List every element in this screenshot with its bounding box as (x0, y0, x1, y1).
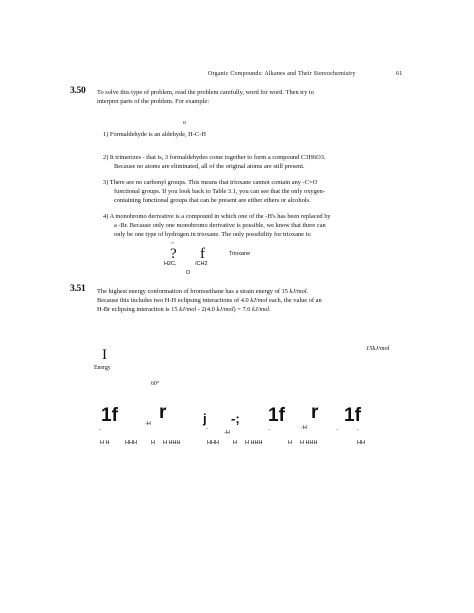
conformer-glyph-4: -; (231, 411, 240, 426)
item-3-line-3: containing functional groups that can be present are either ethers or alcohols. (114, 197, 311, 204)
conformer-glyph-2: r (159, 402, 167, 423)
small-mark: -H (145, 421, 151, 427)
bottom-label: HH (357, 440, 365, 446)
bottom-label: H H (100, 440, 110, 446)
energy-axis-label: Energy (94, 365, 111, 371)
conformer-glyph-7: 1f (344, 405, 361, 426)
energy-value-label: 15kJ/mol (366, 345, 390, 352)
structure-name: Trioxane (229, 251, 251, 257)
conformer-glyph-3: j (203, 411, 207, 426)
running-title: Organic Compounds: Alkanes and Their Stereochemistry (208, 71, 356, 77)
bottom-label: H (288, 440, 292, 446)
structure-glyph-left: ? (170, 246, 177, 262)
small-mark: - (357, 427, 359, 433)
bottom-label: H (151, 440, 155, 446)
bottom-label: HHH (207, 440, 219, 446)
solution-line-2: Because this includes two H-H eclipsing interactions of 4.0 kJ/mol each, the value of an (97, 297, 322, 304)
small-mark: -H (224, 430, 230, 436)
small-mark: - (206, 426, 208, 432)
item-2-line-2: Because no atoms are eliminated, all of the original atoms are still present. (114, 163, 305, 170)
intro-line-1: To solve this type of problem, read the problem carefully, word for word. Then try to (97, 89, 314, 96)
structure-label-left: H2C, (164, 261, 177, 267)
item-4-line-2: a -Br. Because only one monobromo derivative is possible, we know that there can (114, 222, 326, 229)
bottom-label: H (233, 440, 237, 446)
problem-number: 3.50 (70, 86, 86, 96)
item-3-line-1: 3) There are no carbonyl groups. This means that trioxane cannot contain any -C=O (103, 179, 318, 186)
page-number: 61 (396, 71, 403, 77)
item-4-line-1: 4) A monobromo derivative is a compound in which one of the -H's has been replaced by (103, 213, 331, 220)
bottom-label: HHH (125, 440, 137, 446)
angle-label: 60° (151, 381, 160, 387)
item-2-line-1: 2) It trimerizes - that is, 3 formaldehydes come together to form a compound C3H6O3. (103, 154, 326, 161)
structure-glyph-right: f (200, 246, 205, 262)
small-mark: - (268, 427, 270, 433)
item-3-line-2: functional groups. If you look back to Table 3.1, you can see that the only oxygen- (114, 188, 325, 195)
intro-line-2: interpret parts of the problem. For example: (97, 98, 209, 105)
energy-axis-glyph: I (102, 347, 107, 363)
problem-number: 3.51 (70, 284, 86, 294)
conformer-glyph-5: 1f (268, 405, 285, 426)
carbonyl-mark: o (183, 120, 186, 126)
solution-line-3: H-Br eclipsing interaction is 15 kJ/mol - 2(4.0 kJ/mol) = 7.0 kJ/mol. (97, 306, 271, 313)
solution-line-1: The highest energy conformation of bromoethane has a strain energy of 15 kJ/mol. (97, 288, 309, 295)
structure-label-bottom: O (186, 270, 191, 276)
small-mark: - (99, 427, 101, 433)
structure-dash: ~ (171, 241, 175, 247)
item-4-line-3: only be one type of hydrogen in trioxane. The only possibility for trioxane is: (114, 231, 312, 238)
conformer-glyph-6: r (311, 402, 319, 423)
small-mark: - (336, 427, 338, 433)
small-mark: -H (301, 425, 307, 431)
item-1: 1) Formaldehyde is an aldehyde, H-C-H (103, 131, 206, 138)
structure-label-right: /CH2 (195, 261, 208, 267)
bottom-label: H HHH (163, 440, 181, 446)
conformer-glyph-1: 1f (101, 405, 118, 426)
bottom-label: H HHH (245, 440, 263, 446)
bottom-label: H HHH (300, 440, 318, 446)
